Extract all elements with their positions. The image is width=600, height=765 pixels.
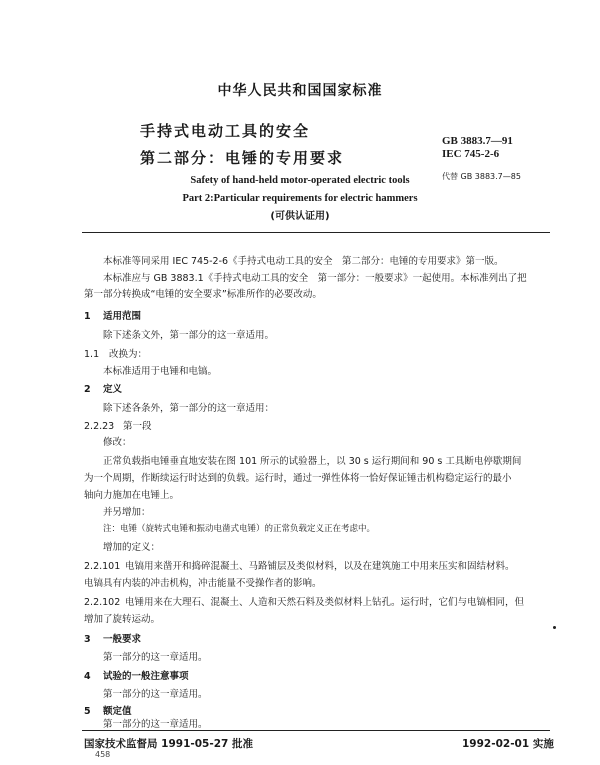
section-1-number: 1 [84,311,91,322]
intro-paragraph-1: 本标准等同采用 IEC 745-2-6《手持式电动工具的安全 第二部分：电锤的专用要求》第一版。 [103,256,504,267]
certification-note: (可供认证用) [270,211,330,222]
section-1-text: 除下述条文外，第一部分的这一章适用。 [103,330,275,341]
section-2-2-102-line2: 增加了旋转运动。 [84,614,161,625]
section-1-1-title: 改换为： [109,349,148,360]
section-2-2-23-add: 并另增加： [103,507,151,518]
section-2-2-23-para-line3: 轴向力施加在电锤上。 [84,490,180,501]
section-3-title: 一般要求 [103,634,142,645]
intro-paragraph-2-cont: 第一部分转换成“电锤的安全要求”标准所作的必要改动。 [84,289,322,300]
added-definitions-label: 增加的定义： [103,542,161,553]
section-4-number: 4 [84,671,91,682]
effective-date: 1992-02-01 实施 [462,738,554,750]
section-2-title: 定义 [103,384,123,395]
section-2-2-102-number: 2.2.102 [84,597,121,608]
section-2-number: 2 [84,384,91,395]
stray-mark [553,626,556,629]
national-standard-heading: 中华人民共和国国家标准 [217,83,383,99]
section-4-text: 第一部分的这一章适用。 [103,689,208,700]
title-en-line2: Part 2:Particular requirements for electric hammers [182,193,418,204]
title-en-line1: Safety of hand-held motor-operated electric tools [190,175,410,186]
header-divider [82,232,550,233]
section-1-1-text: 本标准适用于电锤和电镐。 [103,366,218,377]
replaces-note: 代替 GB 3883.7—85 [442,172,521,181]
section-5-text: 第一部分的这一章适用。 [103,719,208,730]
page-number: 458 [95,750,111,759]
section-2-2-23-note: 注：电锤（旋转式电锤和振动电凿式电锤）的正常负载定义正在考虑中。 [103,524,376,534]
section-4-title: 试验的一般注意事项 [103,671,189,682]
section-1-title: 适用范围 [103,311,142,322]
section-2-2-101-line2: 电镐具有内装的冲击机构，冲击能量不受操作者的影响。 [84,578,322,589]
section-5-title: 额定值 [103,706,132,717]
section-1-1-number: 1.1 [84,349,100,360]
section-3-text: 第一部分的这一章适用。 [103,652,208,663]
footer-divider [82,730,550,731]
title-cn-line1: 手持式电动工具的安全 [140,122,311,140]
section-2-text: 除下述各条外，第一部分的这一章适用： [103,403,275,414]
section-2-2-101-number: 2.2.101 [84,561,121,572]
section-2-2-23-para-line1: 正常负载指电锤垂直地安装在图 101 所示的试验器上，以 30 s 运行期间和 90 s 工具断电停歇期间 [103,456,522,467]
section-2-2-23-modify: 修改： [103,437,132,448]
section-2-2-101-line1: 电镐用来凿开和捣碎混凝土、马路铺层及类似材料，以及在建筑施工中用来压实和固结材料。 [125,561,515,572]
section-2-2-102-line1: 电锤用来在大理石、混凝土、人造和天然石料及类似材料上钻孔。运行时，它们与电镐相同，但 [125,597,525,608]
section-3-number: 3 [84,634,91,645]
section-2-2-23-number: 2.2.23 [84,421,115,432]
standard-number: GB 3883.7—91 [442,135,513,147]
section-2-2-23-para-line2: 为一个周期，作断续运行时达到的负载。运行时，通过一弹性体将一恰好保证锤击机构稳定运行的最小 [84,473,512,484]
approval-line: 国家技术监督局 1991-05-27 批准 [84,738,253,750]
title-cn-line2: 第二部分：电锤的专用要求 [140,149,345,167]
section-2-2-23-title: 第一段 [123,421,152,432]
intro-paragraph-2: 本标准应与 GB 3883.1《手持式电动工具的安全 第一部分：一般要求》一起使用。本标准列出了把 [103,273,527,284]
section-5-number: 5 [84,706,91,717]
iec-number: IEC 745-2-6 [442,148,500,160]
